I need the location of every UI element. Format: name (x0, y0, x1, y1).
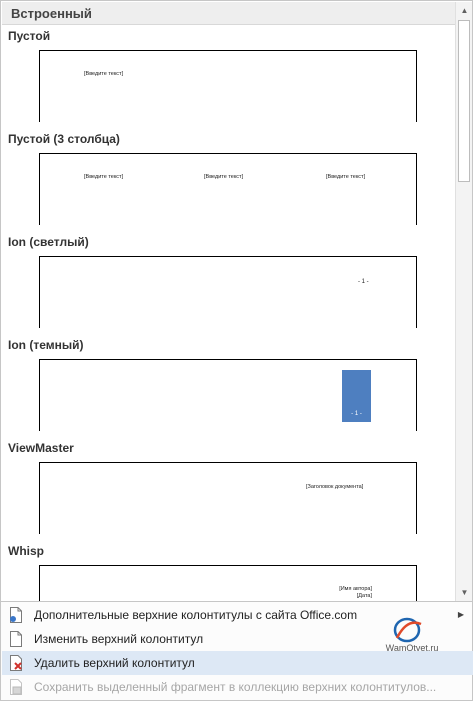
page-icon (9, 607, 23, 623)
gallery-item-viewmaster[interactable] (1, 438, 455, 541)
menu-item-label: Сохранить выделенный фрагмент в коллекцию верхних колонтитулов... (34, 680, 437, 694)
menu-item-label: Дополнительные верхние колонтитулы с сайта Office.com (34, 608, 358, 622)
accent-block (342, 370, 371, 422)
menu-item-label: Удалить верхний колонтитул (34, 656, 195, 670)
watermark-text: WamOtvet.ru (385, 643, 439, 653)
item-title: Пустой (3 столбца) (8, 132, 120, 146)
save-selection-to-gallery-item (2, 675, 473, 699)
item-title: Пустой (8, 29, 51, 43)
text-placeholder: [Введите текст] (204, 174, 244, 180)
text-placeholder: [Введите текст] (326, 174, 366, 180)
delete-page-icon (9, 655, 23, 671)
header-thumbnail (39, 50, 417, 122)
gallery-item-ion-dark[interactable] (1, 335, 455, 438)
author-placeholder: [Имя автора] (339, 586, 372, 592)
save-icon (9, 679, 23, 695)
watermark-logo (377, 616, 447, 656)
menu-item-label: Изменить верхний колонтитул (34, 632, 204, 646)
item-title: Ion (темный) (8, 338, 84, 352)
text-placeholder: [Введите текст] (84, 174, 124, 180)
header-thumbnail (39, 462, 417, 534)
gallery-item-whisp[interactable] (1, 541, 455, 602)
section-header: Встроенный (2, 2, 455, 25)
header-thumbnail (39, 359, 417, 431)
gallery-item-blank-3-columns[interactable] (1, 129, 455, 232)
page-icon (9, 631, 23, 647)
context-menu (0, 602, 473, 701)
item-title: ViewMaster (8, 441, 74, 455)
item-title: Ion (светлый) (8, 235, 89, 249)
scroll-down-arrow-icon[interactable]: ▼ (460, 588, 469, 597)
scroll-up-arrow-icon[interactable]: ▲ (460, 6, 469, 15)
document-title-placeholder: [Заголовок документа] (306, 484, 364, 490)
scrollbar-thumb[interactable] (458, 20, 470, 182)
header-thumbnail (39, 565, 417, 602)
text-placeholder: [Введите текст] (84, 71, 124, 77)
date-placeholder: [Дата] (356, 593, 372, 599)
gallery-item-blank[interactable] (1, 26, 455, 129)
page-number: - 1 - (358, 279, 369, 285)
gallery-item-ion-light[interactable] (1, 232, 455, 335)
page-number: - 1 - (351, 411, 362, 417)
header-thumbnail (39, 153, 417, 225)
submenu-arrow-icon: ▶ (457, 610, 464, 619)
header-thumbnail (39, 256, 417, 328)
item-title: Whisp (8, 544, 44, 558)
vertical-scrollbar[interactable] (455, 2, 472, 601)
